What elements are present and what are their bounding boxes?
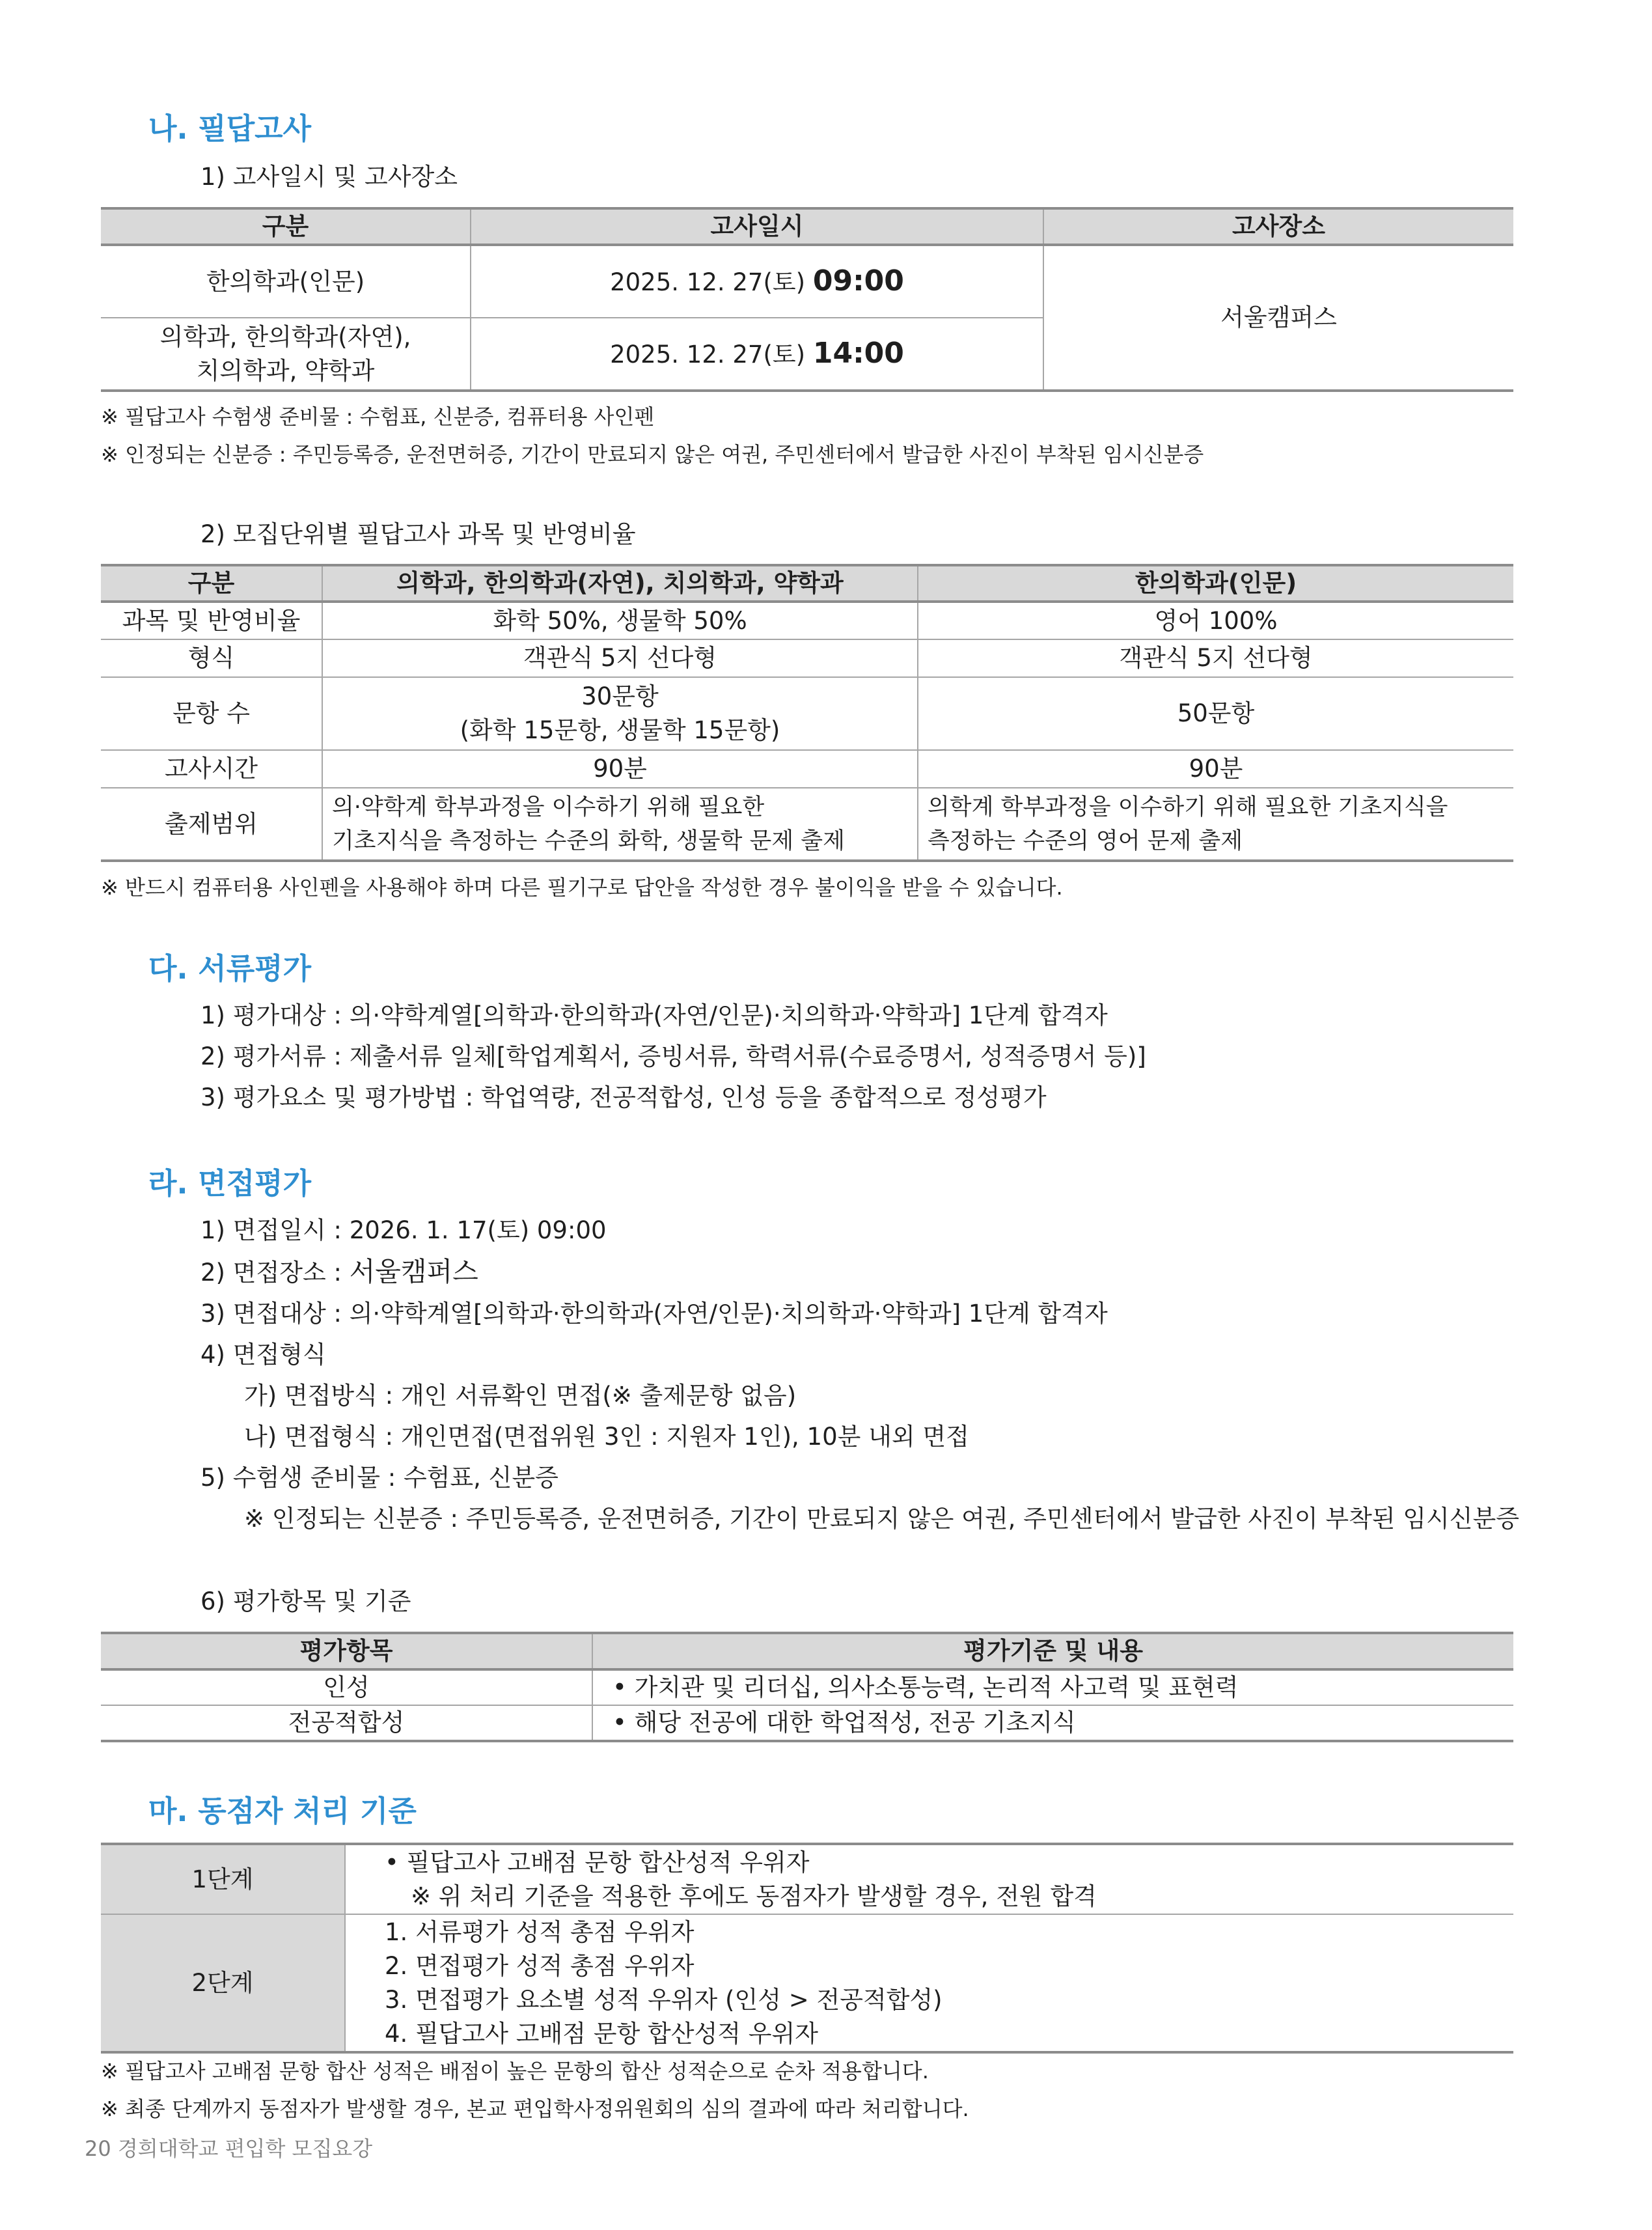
item-value: 서울캠퍼스 (349, 1256, 478, 1287)
section-title-interview: 라. 면접평가 (148, 1166, 312, 1201)
table-cell: 인성 (101, 1669, 592, 1705)
cell-line: 기초지식을 측정하는 수준의 화학, 생물학 문제 출제 (332, 828, 845, 854)
table-header: 평가기준 및 내용 (592, 1633, 1513, 1669)
table-cell (322, 677, 918, 750)
section-title-document-evaluation: 다. 서류평가 (148, 951, 312, 986)
table-cell (345, 1914, 1513, 2052)
note-computer-pen: ※ 반드시 컴퓨터용 사인펜을 사용해야 하며 다른 필기구로 답안을 작성한 경우 불이익을 받을 수 있습니다. (101, 875, 1063, 900)
list-item: 2) 평가서류 : 제출서류 일체[학업계획서, 증빙서류, 학력서류(수료증명서, 성적증명서 등)] (200, 1042, 1146, 1070)
table-cell: 화학 50%, 생물학 50% (322, 602, 918, 639)
list-item: 가) 면접방식 : 개인 서류확인 면접(※ 출제문항 없음) (244, 1382, 797, 1410)
table-cell (101, 318, 471, 391)
table-header: 고사장소 (1043, 208, 1513, 245)
table-header: 평가항목 (101, 1633, 592, 1669)
exam-date: 2025. 12. 27(토) (610, 268, 813, 296)
cell-line: ※ 위 처리 기준을 적용한 후에도 동점자가 발생할 경우, 전원 합격 (411, 1882, 1097, 1910)
table-cell (918, 788, 1513, 861)
table-cell (471, 245, 1043, 318)
cell-line: 측정하는 수준의 영어 문제 출제 (928, 828, 1243, 854)
cell-line: 의·약학계 학부과정을 이수하기 위해 필요한 (332, 794, 765, 820)
list-item: 나) 면접형식 : 개인면접(면접위원 3인 : 지원자 1인), 10분 내외 면접 (244, 1423, 969, 1451)
cell-line: 2. 면접평가 성적 총점 우위자 (385, 1951, 695, 1980)
table-cell: 50문항 (918, 677, 1513, 750)
table-cell: 객관식 5지 선다형 (322, 639, 918, 677)
table-cell (471, 318, 1043, 391)
table-header: 구분 (101, 565, 322, 602)
table-cell: 한의학과(인문) (101, 245, 471, 318)
section-title-written-exam: 나. 필답고사 (148, 111, 312, 146)
bullet-text: • 가치관 및 리더십, 의사소통능력, 논리적 사고력 및 표현력 (613, 1673, 1239, 1701)
stage-label: 1단계 (101, 1844, 345, 1914)
cell-line: 1. 서류평가 성적 총점 우위자 (385, 1917, 695, 1946)
subjects-table (101, 564, 1513, 862)
bullet-text: • 해당 전공에 대한 학업적성, 전공 기초지식 (613, 1708, 1076, 1736)
table-cell-place: 서울캠퍼스 (1043, 245, 1513, 391)
list-item: 3) 면접대상 : 의·약학계열[의학과·한의학과(자연/인문)·치의학과·약학과] 1단계 합격자 (200, 1300, 1108, 1328)
subheading-exam-schedule: 1) 고사일시 및 고사장소 (200, 163, 458, 191)
evaluation-criteria-table (101, 1632, 1513, 1742)
cell-line: 치의학과, 약학과 (196, 356, 375, 385)
list-item: 3) 평가요소 및 평가방법 : 학업역량, 전공적합성, 인성 등을 종합적으로 정성평가 (200, 1083, 1047, 1111)
cell-line: (화학 15문항, 생물학 15문항) (460, 716, 780, 744)
cell-line: 의학과, 한의학과(자연), (159, 322, 411, 351)
note-high-score-items: ※ 필답고사 고배점 문항 합산 성적은 배점이 높은 문항의 합산 성적순으로 순차 적용합니다. (101, 2059, 929, 2084)
stage-label: 2단계 (101, 1914, 345, 2052)
list-item: 1) 평가대상 : 의·약학계열[의학과·한의학과(자연/인문)·치의학과·약학과] 1단계 합격자 (200, 1001, 1108, 1029)
tie-breaking-table (101, 1843, 1513, 2054)
table-cell: 영어 100% (918, 602, 1513, 639)
list-item (200, 1255, 478, 1290)
note-final-stage: ※ 최종 단계까지 동점자가 발생할 경우, 본교 편입학사정위원회의 심의 결과에 따라 처리합니다. (101, 2097, 969, 2121)
note-supplies: ※ 필답고사 수험생 준비물 : 수험표, 신분증, 컴퓨터용 사인펜 (101, 404, 655, 429)
note-id-cards-interview: ※ 인정되는 신분증 : 주민등록증, 운전면허증, 기간이 만료되지 않은 여권, 주민센터에서 발급한 사진이 부착된 임시신분증 (244, 1505, 1520, 1533)
item-label: 2) 면접장소 : (200, 1259, 350, 1287)
cell-line: 4. 필답고사 고배점 문항 합산성적 우위자 (385, 2019, 818, 2048)
table-cell (592, 1669, 1513, 1705)
table-cell: 객관식 5지 선다형 (918, 639, 1513, 677)
list-item: 4) 면접형식 (200, 1341, 326, 1369)
list-item: 6) 평가항목 및 기준 (200, 1587, 411, 1615)
cell-line: 의학계 학부과정을 이수하기 위해 필요한 기초지식을 (928, 794, 1448, 820)
exam-time: 09:00 (812, 264, 904, 298)
exam-date: 2025. 12. 27(토) (610, 340, 813, 369)
table-cell: 고사시간 (101, 750, 322, 788)
cell-line: • 필답고사 고배점 문항 합산성적 우위자 (385, 1846, 1504, 1880)
table-cell: 90분 (918, 750, 1513, 788)
cell-line: 3. 면접평가 요소별 성적 우위자 (인성 > 전공적합성) (385, 1985, 943, 2014)
table-cell: 문항 수 (101, 677, 322, 750)
table-cell: 전공적합성 (101, 1705, 592, 1741)
table-header: 고사일시 (471, 208, 1043, 245)
exam-schedule-table (101, 207, 1513, 392)
list-item: 5) 수험생 준비물 : 수험표, 신분증 (200, 1464, 558, 1492)
table-cell: 90분 (322, 750, 918, 788)
page-footer: 20 경희대학교 편입학 모집요강 (85, 2136, 373, 2161)
list-item: 1) 면접일시 : 2026. 1. 17(토) 09:00 (200, 1216, 607, 1244)
section-title-tie-breaking: 마. 동점자 처리 기준 (148, 1794, 417, 1828)
table-cell: 과목 및 반영비율 (101, 602, 322, 639)
table-cell (322, 788, 918, 861)
table-cell (345, 1844, 1513, 1914)
table-header: 의학과, 한의학과(자연), 치의학과, 약학과 (322, 565, 918, 602)
table-header: 한의학과(인문) (918, 565, 1513, 602)
table-header: 구분 (101, 208, 471, 245)
table-cell (592, 1705, 1513, 1741)
cell-line: 30문항 (581, 682, 659, 710)
note-id-cards: ※ 인정되는 신분증 : 주민등록증, 운전면허증, 기간이 만료되지 않은 여권, 주민센터에서 발급한 사진이 부착된 임시신분증 (101, 442, 1204, 467)
subheading-subjects-ratio: 2) 모집단위별 필답고사 과목 및 반영비율 (200, 520, 636, 548)
table-cell: 형식 (101, 639, 322, 677)
exam-time: 14:00 (812, 336, 904, 370)
table-cell: 출제범위 (101, 788, 322, 861)
